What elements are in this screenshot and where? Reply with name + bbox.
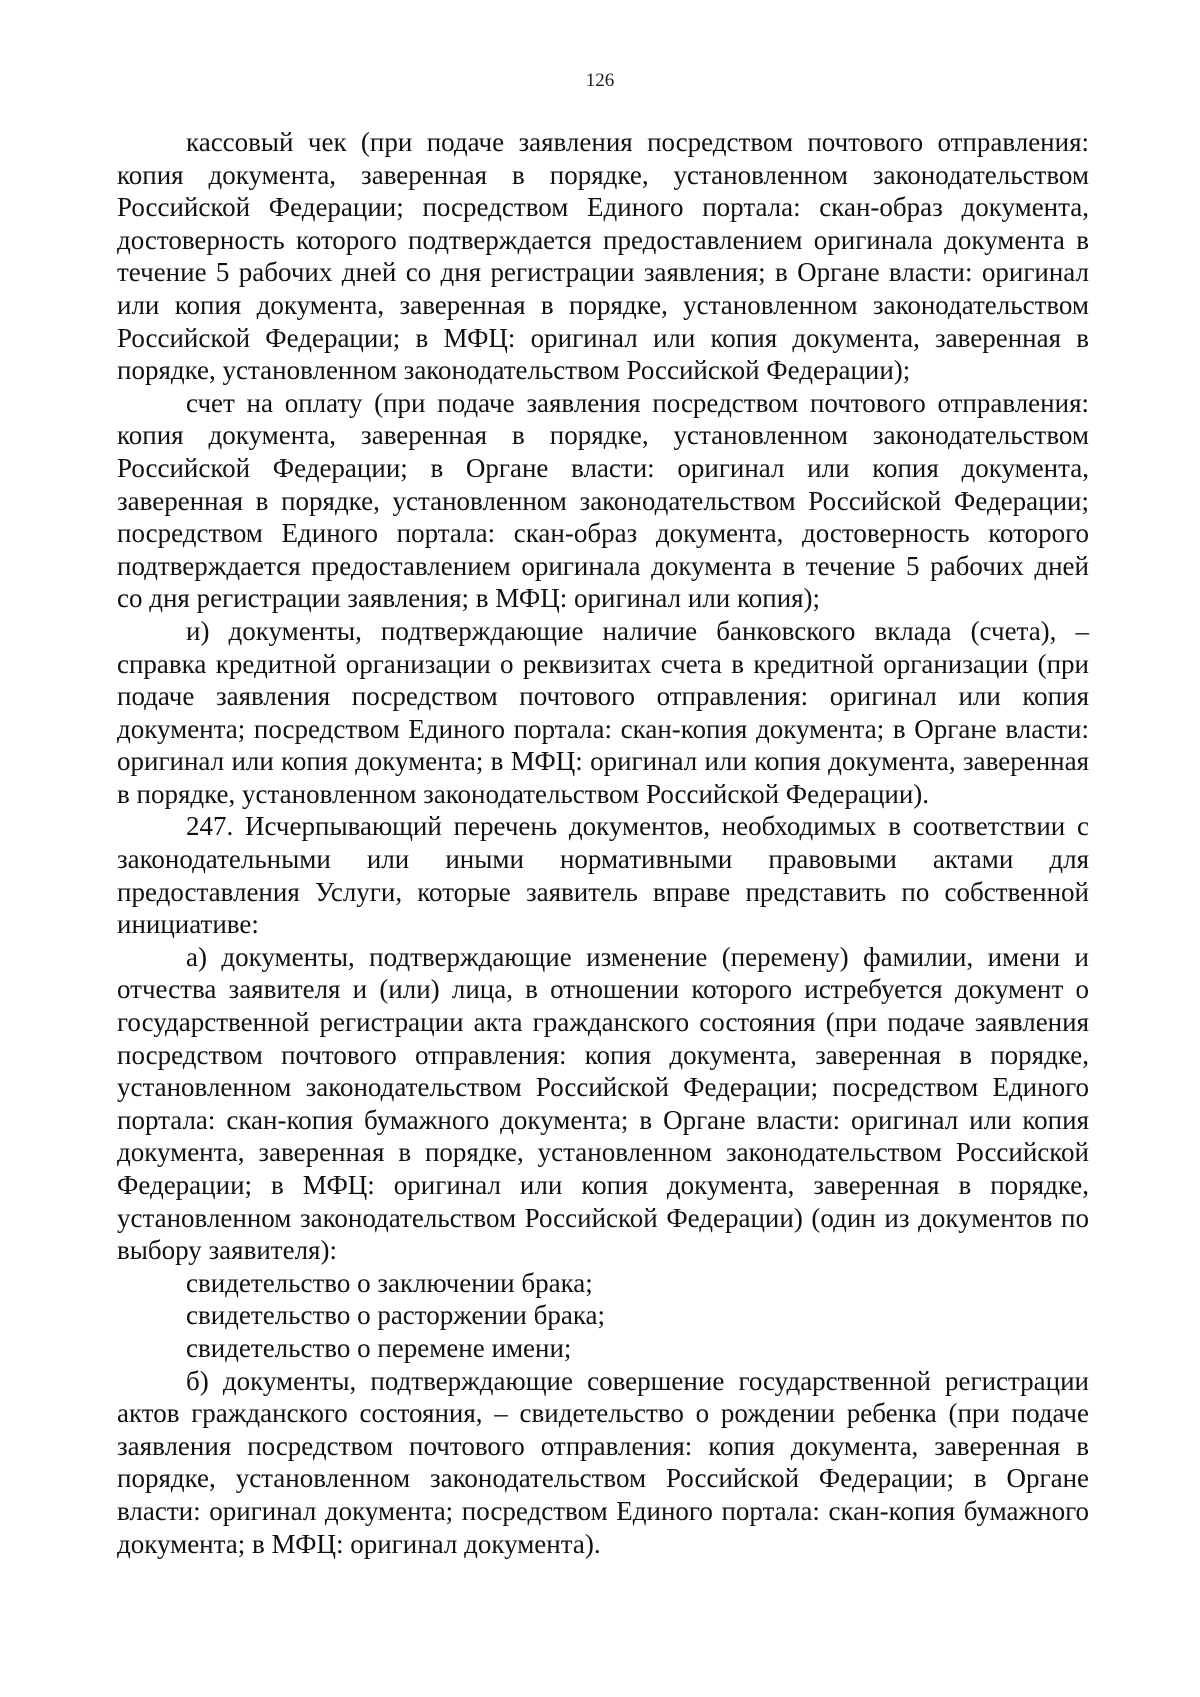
paragraph-civil-status-docs: б) документы, подтверждающие совершение государственной регистрации актов гражданского состояния, – свидетельство о рождении ребенка (при подаче заявления посредством почтового отправления: копия документа, заверенная в порядке, установленном законодательством Российской Федерации; в Органе власти: оригинал документа; посредством Единого портала: скан-копия бумажного документа; в МФЦ: оригинал документа). [117, 1365, 1089, 1559]
paragraph-name-change-docs: а) документы, подтверждающие изменение (перемену) фамилии, имени и отчества заявителя и (или) лица, в отношении которого истребуется документ о государственной регистрации акта гражданского состояния (при подаче заявления посредством почтового отправления: копия документа, заверенная в порядке, установленном законодательством Российской Федерации; посредством Единого портала: скан-копия бумажного документа; в Органе власти: оригинал или копия документа, заверенная в порядке, установленном законодательством Российской Федерации; в МФЦ: оригинал или копия документа, заверенная в порядке, установленном законодательством Российской Федерации) (один из документов по выбору заявителя): [117, 941, 1089, 1266]
paragraph-cash-receipt: кассовый чек (при подаче заявления посредством почтового отправления: копия документа, заверенная в порядке, установленном законодательством Российской Федерации; посредством Единого портала: скан-образ документа, достоверность которого подтверждается предоставлением оригинала документа в течение 5 рабочих дней со дня регистрации заявления; в Органе власти: оригинал или копия документа, заверенная в порядке, установленном законодательством Российской Федерации; в МФЦ: оригинал или копия документа, заверенная в порядке, установленном законодательством Российской Федерации); [117, 127, 1089, 386]
paragraph-bank-deposit: и) документы, подтверждающие наличие банковского вклада (счета), – справка кредитной организации о реквизитах счета в кредитной организации (при подаче заявления посредством почтового отправления: оригинал или копия документа; посредством Единого портала: скан-копия документа; в Органе власти: оригинал или копия документа; в МФЦ: оригинал или копия документа, заверенная в порядке, установленном законодательством Российской Федерации). [117, 615, 1089, 809]
list-item-name-change-certificate: свидетельство о перемене имени; [186, 1332, 572, 1363]
document-body [117, 126, 1089, 1560]
paragraph-invoice: счет на оплату (при подаче заявления посредством почтового отправления: копия документа, заверенная в порядке, установленном законодательством Российской Федерации; в Органе власти: оригинал или копия документа, заверенная в порядке, установленном законодательством Российской Федерации; посредством Единого портала: скан-образ документа, достоверность которого подтверждается предоставлением оригинала документа в течение 5 рабочих дней со дня регистрации заявления; в МФЦ: оригинал или копия); [117, 387, 1089, 614]
list-item-divorce-certificate: свидетельство о расторжении брака; [186, 1300, 606, 1331]
list-item-marriage-certificate: свидетельство о заключении брака; [186, 1267, 593, 1298]
page-number: 126 [585, 70, 615, 91]
paragraph-247-list: 247. Исчерпывающий перечень документов, необходимых в соответствии с законодательными или иными нормативными правовыми актами для предоставления Услуги, которые заявитель вправе представить по собственной инициативе: [117, 811, 1089, 940]
